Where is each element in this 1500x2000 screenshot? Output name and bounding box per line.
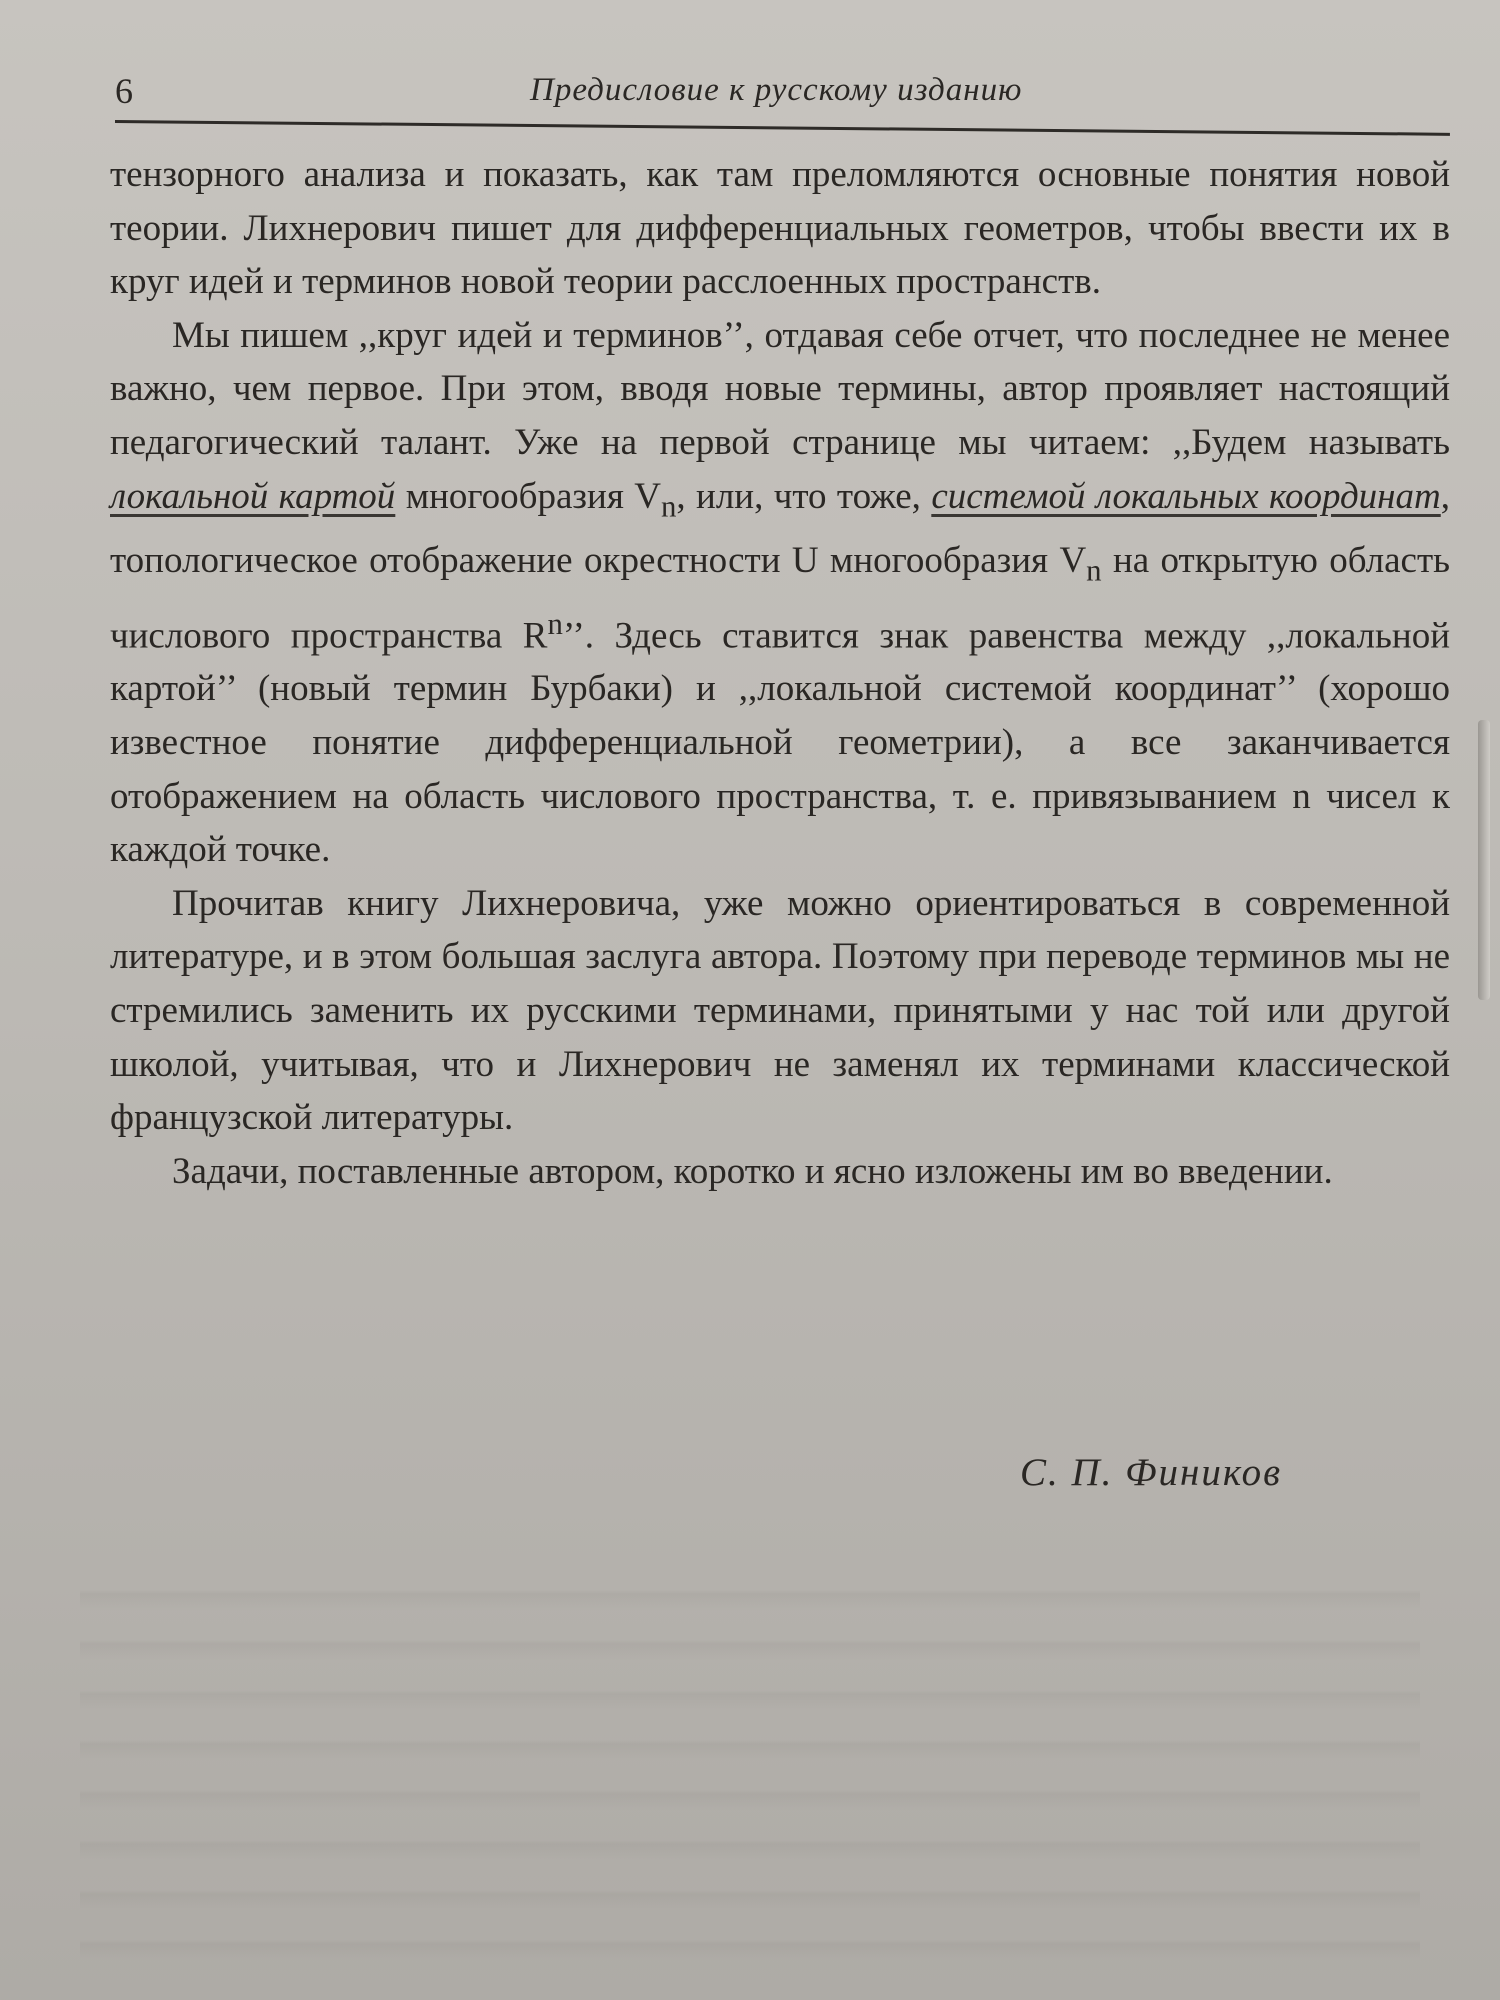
superscript: n — [547, 606, 563, 641]
paragraph-2-text: ’’. Здесь ставится знак равенства между ,,локальной картой’’ (новый термин Бурбаки) и ,,локальной системой координат’’ (хорошо известное понятие дифференциальной геометрии), а все заканчивается отображением на область числового пространства, т. е. привязыванием n чисел к каждой точке. — [110, 614, 1451, 871]
paragraph-2-text: на открытую область числового пространства R — [110, 539, 1450, 656]
page-edge — [1478, 720, 1490, 1000]
subscript: n — [1086, 552, 1102, 587]
page-header — [115, 70, 1450, 118]
paragraph-2-text: Мы пишем ,,круг идей и терминов’’, отдавая себе отчет, что последнее не менее важно, чем первое. При этом, вводя новые термины, автор проявляет настоящий педагогический талант. Уже на первой странице мы читаем: ,,Будем называть — [110, 314, 1450, 463]
bleed-through-texture — [80, 1560, 1420, 1980]
paragraph-2-text: , топологическое отображение окрестности U многообразия V — [110, 475, 1450, 581]
underlined-term-local-coordinates: системой локальных координат — [931, 475, 1441, 517]
paragraph-3: Прочитав книгу Лихнеровича, уже можно ориентироваться в современной литературе, и в этом большая заслуга автора. Поэтому при переводе терминов мы не стремились заменить их русскими терминами, принятыми у нас той или другой школой, учитывая, что и Лихнерович не заменял их терминами классической французской литературы. — [110, 882, 1450, 1139]
paragraph-2-text: , или, что тоже, — [676, 475, 932, 517]
underlined-term-local-map: локальной картой — [110, 475, 396, 517]
subscript: n — [660, 488, 677, 523]
body-text — [110, 148, 1450, 1198]
paragraph-2-text: многообразия V — [395, 475, 661, 517]
paragraph-4: Задачи, поставленные автором, коротко и ясно изложены им во введении. — [172, 1150, 1333, 1192]
running-title: Предисловие к русскому изданию — [530, 72, 1023, 108]
paragraph-2 — [110, 309, 1450, 877]
page-number: 6 — [115, 71, 133, 111]
signature: С. П. Фиников — [1020, 1451, 1283, 1494]
header-rule — [115, 120, 1450, 136]
paragraph-1: тензорного анализа и показать, как там преломляются основные понятия новой теории. Лихнерович пишет для дифференциальных геометров, чтобы ввести их в круг идей и терминов новой теории расслоенных пространств. — [110, 154, 1450, 303]
